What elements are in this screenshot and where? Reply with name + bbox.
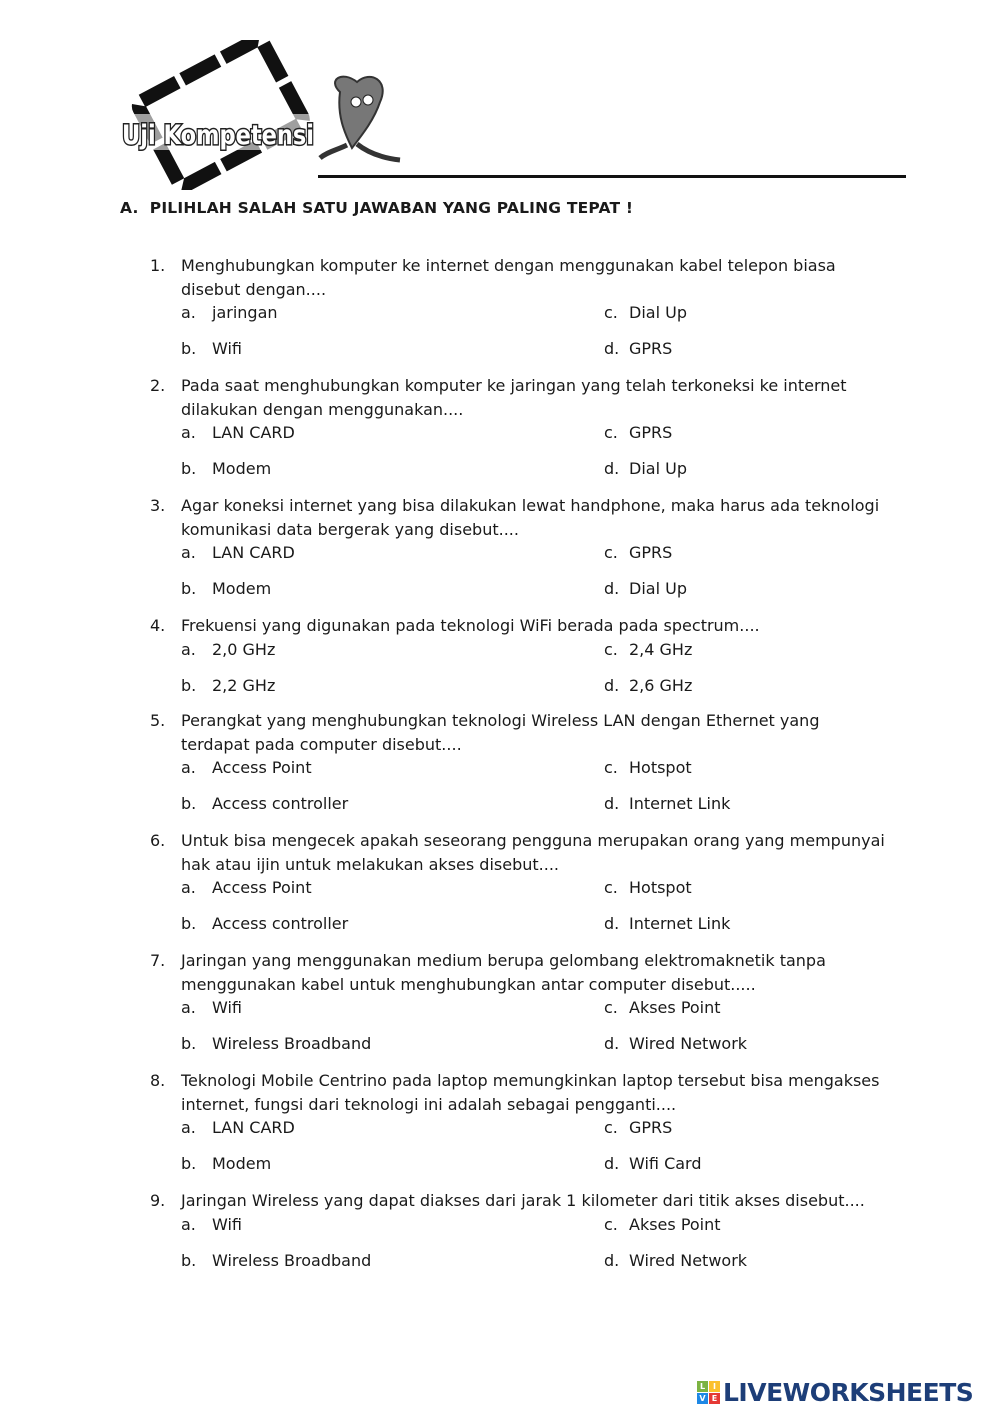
question-number: 9.: [150, 1191, 166, 1210]
question-2: [150, 374, 890, 481]
question-8: [150, 1069, 890, 1176]
option-d[interactable]: [604, 674, 692, 698]
option-letter: a.: [181, 758, 196, 777]
option-text: LAN CARD: [212, 543, 295, 562]
option-text: Wifi: [212, 1214, 242, 1234]
option-letter: d.: [604, 914, 620, 933]
option-letter: c.: [604, 758, 618, 777]
question-number: 5.: [150, 711, 166, 730]
option-a[interactable]: [181, 301, 278, 325]
brand-text: LIVEWORKSHEETS: [723, 1378, 974, 1407]
option-c[interactable]: [604, 756, 692, 780]
option-letter: d.: [604, 1154, 620, 1173]
option-letter: c.: [604, 998, 618, 1017]
option-text: Wireless Broadband: [212, 1250, 372, 1270]
options: [181, 876, 890, 936]
section-title: PILIHLAH SALAH SATU JAWABAN YANG PALING TEPAT !: [149, 199, 634, 217]
option-letter: d.: [604, 579, 620, 598]
option-text: GPRS: [629, 339, 673, 358]
option-b[interactable]: [181, 1152, 271, 1176]
section-label: A.: [120, 199, 139, 217]
option-letter: a.: [181, 998, 196, 1017]
question-6: [150, 829, 890, 936]
question-text: Untuk bisa mengecek apakah seseorang pengguna merupakan orang yang mempunyai hak atau ijin untuk melakukan akses disebut....: [181, 831, 885, 874]
option-b[interactable]: [181, 1032, 371, 1056]
option-letter: a.: [181, 303, 196, 322]
option-text: Akses Point: [629, 998, 721, 1017]
option-letter: a.: [181, 639, 196, 659]
option-letter: b.: [181, 459, 197, 478]
question-text: Pada saat menghubungkan komputer ke jaringan yang telah terkoneksi ke internet dilakukan dengan menggunakan....: [181, 376, 847, 419]
option-text: Access Point: [212, 878, 312, 897]
option-letter: b.: [181, 675, 197, 695]
svg-text:Uji Kompetensi: Uji Kompetensi: [122, 120, 314, 151]
option-text: Modem: [212, 579, 272, 598]
option-text: Hotspot: [629, 878, 692, 897]
block-i: I: [709, 1381, 720, 1392]
options: [181, 1213, 890, 1273]
question-4: [150, 614, 890, 698]
option-text: Dial Up: [629, 303, 687, 322]
option-text: 2,0 GHz: [212, 639, 276, 659]
block-l: L: [697, 1381, 708, 1392]
question-text: Perangkat yang menghubungkan teknologi Wireless LAN dengan Ethernet yang terdapat pada computer disebut....: [181, 711, 820, 754]
option-text: 2,4 GHz: [629, 639, 693, 659]
question-3: [150, 494, 890, 601]
option-c[interactable]: [604, 541, 672, 565]
option-text: Hotspot: [629, 758, 692, 777]
option-text: Wireless Broadband: [212, 1034, 372, 1053]
option-b[interactable]: [181, 457, 271, 481]
question-number: 6.: [150, 831, 166, 850]
option-letter: c.: [604, 1118, 618, 1137]
option-letter: b.: [181, 1154, 197, 1173]
option-letter: c.: [604, 639, 618, 659]
question-text: Agar koneksi internet yang bisa dilakukan lewat handphone, maka harus ada teknologi komunikasi data bergerak yang disebut....: [181, 496, 880, 539]
options: [181, 421, 890, 481]
option-c[interactable]: [604, 1116, 672, 1140]
question-number: 3.: [150, 496, 166, 515]
option-letter: a.: [181, 543, 196, 562]
option-text: 2,2 GHz: [212, 675, 276, 695]
option-a[interactable]: [181, 638, 275, 662]
question-7: [150, 949, 890, 1056]
uji-kompetensi-logo: [112, 40, 412, 190]
option-text: Wifi Card: [629, 1154, 702, 1173]
option-letter: b.: [181, 794, 197, 813]
option-letter: a.: [181, 423, 196, 442]
option-text: LAN CARD: [212, 423, 295, 442]
option-d[interactable]: [604, 457, 687, 481]
option-letter: d.: [604, 1034, 620, 1053]
option-b[interactable]: [181, 674, 275, 698]
option-letter: c.: [604, 303, 618, 322]
options: [181, 301, 890, 361]
option-letter: c.: [604, 878, 618, 897]
question-number: 1.: [150, 256, 166, 275]
option-text: Akses Point: [629, 1214, 721, 1234]
option-text: 2,6 GHz: [629, 675, 693, 695]
option-letter: d.: [604, 794, 620, 813]
option-b[interactable]: [181, 577, 271, 601]
options: [181, 996, 890, 1056]
option-letter: c.: [604, 1214, 618, 1234]
option-c[interactable]: [604, 1213, 721, 1237]
option-letter: b.: [181, 579, 197, 598]
option-d[interactable]: [604, 337, 672, 361]
option-d[interactable]: [604, 912, 730, 936]
question-number: 2.: [150, 376, 166, 395]
option-c[interactable]: [604, 638, 692, 662]
option-a[interactable]: [181, 1116, 295, 1140]
option-text: Access Point: [212, 758, 312, 777]
option-a[interactable]: [181, 421, 295, 445]
option-text: Wifi: [212, 339, 242, 358]
question-1: [150, 254, 890, 361]
option-a[interactable]: [181, 756, 312, 780]
section-heading: [120, 199, 633, 217]
question-number: 8.: [150, 1071, 166, 1090]
option-a[interactable]: [181, 541, 295, 565]
option-d[interactable]: [604, 577, 687, 601]
option-text: Dial Up: [629, 459, 687, 478]
question-5: [150, 709, 890, 816]
option-letter: a.: [181, 1214, 196, 1234]
option-b[interactable]: [181, 1249, 371, 1273]
option-b[interactable]: [181, 337, 242, 361]
option-b[interactable]: [181, 792, 348, 816]
options: [181, 1116, 890, 1176]
option-a[interactable]: [181, 876, 312, 900]
options: [181, 756, 890, 816]
option-text: Internet Link: [629, 914, 731, 933]
option-text: Modem: [212, 1154, 272, 1173]
option-letter: c.: [604, 543, 618, 562]
block-v: V: [697, 1393, 708, 1404]
question-number: 7.: [150, 951, 166, 970]
option-letter: b.: [181, 339, 197, 358]
options: [181, 541, 890, 601]
option-letter: a.: [181, 1118, 196, 1137]
option-text: Access controller: [212, 914, 349, 933]
live-blocks-icon: [697, 1381, 720, 1404]
option-text: Wifi: [212, 998, 242, 1017]
option-c[interactable]: [604, 996, 721, 1020]
option-text: jaringan: [212, 303, 278, 322]
option-text: LAN CARD: [212, 1118, 295, 1137]
liveworksheets-logo: [697, 1378, 973, 1407]
question-text: Frekuensi yang digunakan pada teknologi WiFi berada pada spectrum....: [181, 616, 760, 635]
option-text: Internet Link: [629, 794, 731, 813]
option-text: GPRS: [629, 423, 673, 442]
option-c[interactable]: [604, 421, 672, 445]
option-d[interactable]: [604, 1249, 747, 1273]
option-b[interactable]: [181, 912, 348, 936]
option-c[interactable]: [604, 876, 692, 900]
question-text: Teknologi Mobile Centrino pada laptop memungkinkan laptop tersebut bisa mengakses internet, fungsi dari teknologi ini adalah sebagai pengganti....: [181, 1071, 880, 1114]
option-a[interactable]: [181, 1213, 242, 1237]
question-text: Menghubungkan komputer ke internet dengan menggunakan kabel telepon biasa disebut dengan....: [181, 256, 836, 299]
option-d[interactable]: [604, 1152, 702, 1176]
option-text: Wired Network: [629, 1250, 748, 1270]
question-text: Jaringan yang menggunakan medium berupa gelombang elektromaknetik tanpa menggunakan kabel untuk menghubungkan antar computer disebut.....: [181, 951, 826, 994]
option-text: Modem: [212, 459, 272, 478]
option-letter: d.: [604, 675, 620, 695]
question-9: [150, 1189, 890, 1273]
option-letter: b.: [181, 1250, 197, 1270]
option-text: Dial Up: [629, 579, 687, 598]
option-a[interactable]: [181, 996, 242, 1020]
option-letter: d.: [604, 339, 620, 358]
option-letter: c.: [604, 423, 618, 442]
option-text: Wired Network: [629, 1034, 748, 1053]
option-letter: b.: [181, 1034, 197, 1053]
header-rule: [318, 175, 906, 178]
option-letter: d.: [604, 1250, 620, 1270]
option-d[interactable]: [604, 792, 730, 816]
block-e: E: [709, 1393, 720, 1404]
question-number: 4.: [150, 616, 166, 635]
option-text: GPRS: [629, 543, 673, 562]
option-text: GPRS: [629, 1118, 673, 1137]
option-letter: a.: [181, 878, 196, 897]
options: [181, 638, 890, 698]
option-c[interactable]: [604, 301, 687, 325]
option-letter: d.: [604, 459, 620, 478]
option-letter: b.: [181, 914, 197, 933]
question-text: Jaringan Wireless yang dapat diakses dari jarak 1 kilometer dari titik akses disebut....: [181, 1191, 865, 1210]
option-d[interactable]: [604, 1032, 747, 1056]
option-text: Access controller: [212, 794, 349, 813]
